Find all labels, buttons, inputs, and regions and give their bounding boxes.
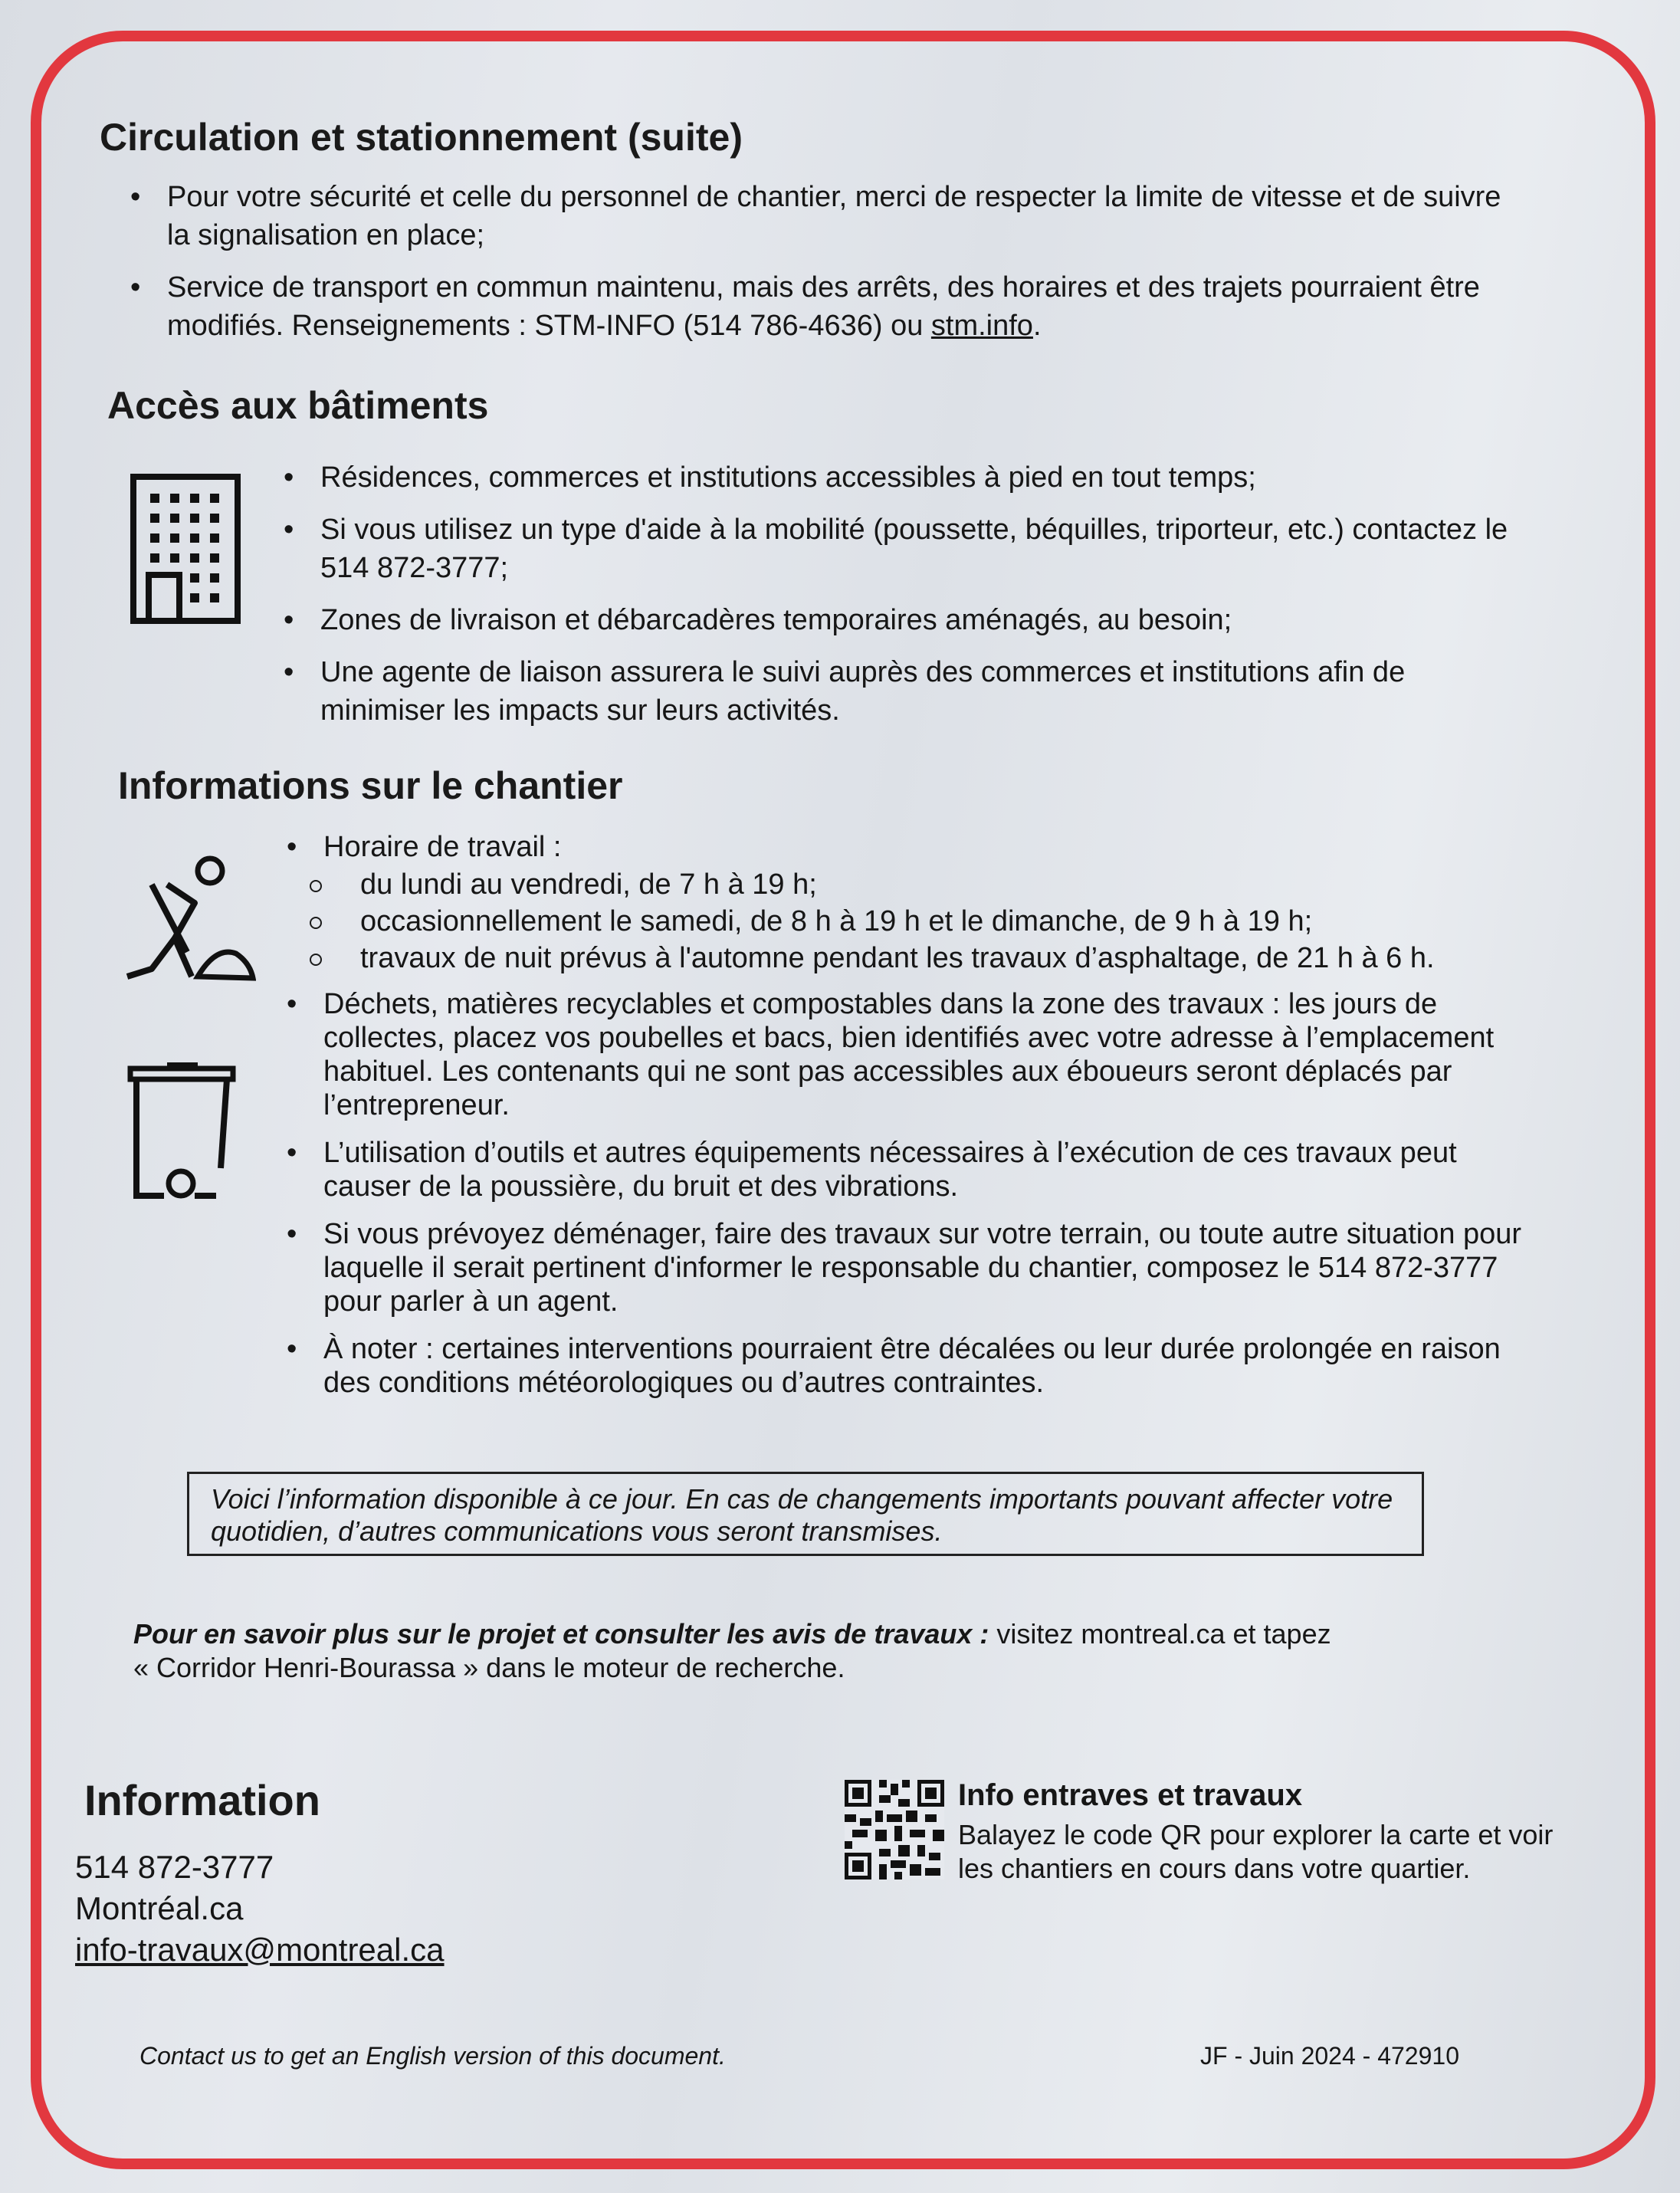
english-version-note: Contact us to get an English version of this document. xyxy=(139,2042,726,2070)
list-item: • Zones de livraison et débarcadères temporaires aménagés, au besoin; xyxy=(284,601,1525,639)
chantier-list xyxy=(287,828,1536,1413)
more-info-text xyxy=(133,1617,1513,1685)
qr-title: Info entraves et travaux xyxy=(958,1778,1303,1812)
list-item: • L’utilisation d’outils et autres équipements nécessaires à l’exécution de ces travaux peut causer de la poussière, du bruit et des vibrations. xyxy=(287,1136,1536,1203)
acces-list xyxy=(284,458,1525,744)
list-item: • Déchets, matières recyclables et compostables dans la zone des travaux : les jours de collectes, placez vos poubelles et bacs, bien identifiés avec votre adresse à l’emplacement habituel. Les contenants qui ne sont pas accessibles aux éboueurs seront déplacés par l’entrepreneur. xyxy=(287,987,1536,1122)
sub-list-item: occasionnellement le samedi, de 8 h à 19 h et le dimanche, de 9 h à 19 h; xyxy=(287,903,1536,940)
notice-box: Voici l’information disponible à ce jour. En cas de changements importants pouvant affecter votre quotidien, d’autres communications vous seront transmises. xyxy=(187,1472,1424,1556)
email-link[interactable]: info-travaux@montreal.ca xyxy=(75,1932,445,1968)
section-title-acces: Accès aux bâtiments xyxy=(107,384,489,427)
list-item: • Si vous prévoyez déménager, faire des travaux sur votre terrain, ou toute autre situation pour laquelle il serait pertinent d'informer le responsable du chantier, composez le 514 872-3777 pour parler à un agent. xyxy=(287,1217,1536,1318)
building-icon xyxy=(130,474,241,624)
stm-info-link[interactable]: stm.info xyxy=(930,310,1033,342)
list-item-horaire xyxy=(287,828,1536,977)
list-item: • Si vous utilisez un type d'aide à la mobilité (poussette, béquilles, triporteur, etc.) contactez le 514 872-3777; xyxy=(284,510,1525,587)
horaire-label: Horaire de travail : xyxy=(323,831,562,863)
list-item-transport xyxy=(130,268,1502,345)
document-reference: JF - Juin 2024 - 472910 xyxy=(1200,2042,1459,2070)
more-info-bold: Pour en savoir plus sur le projet et consulter les avis de travaux : xyxy=(133,1618,989,1650)
trash-bin-icon xyxy=(127,1061,236,1202)
section-title-circulation: Circulation et stationnement (suite) xyxy=(100,116,743,159)
list-item: • À noter : certaines interventions pourraient être décalées ou leur durée prolongée en raison des conditions météorologiques ou d’autres contraintes. xyxy=(287,1332,1536,1400)
sub-list-item: du lundi au vendredi, de 7 h à 19 h; xyxy=(287,866,1536,903)
circulation-list xyxy=(130,178,1502,359)
worker-digging-icon xyxy=(121,854,256,984)
more-info-rest: visitez montreal.ca et tapez xyxy=(989,1618,1331,1650)
more-info-line2: « Corridor Henri-Bourassa » dans le moteur de recherche. xyxy=(133,1652,845,1683)
horaire-sublist xyxy=(287,866,1536,977)
transport-text: Service de transport en commun maintenu, mais des arrêts, des horaires et des trajets pourraient être modifiés. Renseignements : STM-INFO (514 786-4636) ou xyxy=(167,271,1480,342)
phone-number[interactable]: 514 872-3777 xyxy=(75,1849,274,1885)
qr-description: Balayez le code QR pour explorer la carte et voir les chantiers en cours dans votre quartier. xyxy=(958,1819,1554,1884)
website-text[interactable]: Montréal.ca xyxy=(75,1890,244,1926)
list-item: • Résidences, commerces et institutions accessibles à pied en tout temps; xyxy=(284,458,1525,497)
section-title-chantier: Informations sur le chantier xyxy=(118,764,623,807)
sub-list-item: travaux de nuit prévus à l'automne pendant les travaux d’asphaltage, de 21 h à 6 h. xyxy=(287,940,1536,977)
list-item: • Pour votre sécurité et celle du personnel de chantier, merci de respecter la limite de vitesse et de suivre la signalisation en place; xyxy=(130,178,1502,254)
transport-suffix: . xyxy=(1032,310,1042,342)
list-item: • Une agente de liaison assurera le suivi auprès des commerces et institutions afin de minimiser les impacts sur leurs activités. xyxy=(284,653,1525,730)
information-title: Information xyxy=(84,1776,320,1824)
qr-code-icon[interactable] xyxy=(845,1780,944,1879)
